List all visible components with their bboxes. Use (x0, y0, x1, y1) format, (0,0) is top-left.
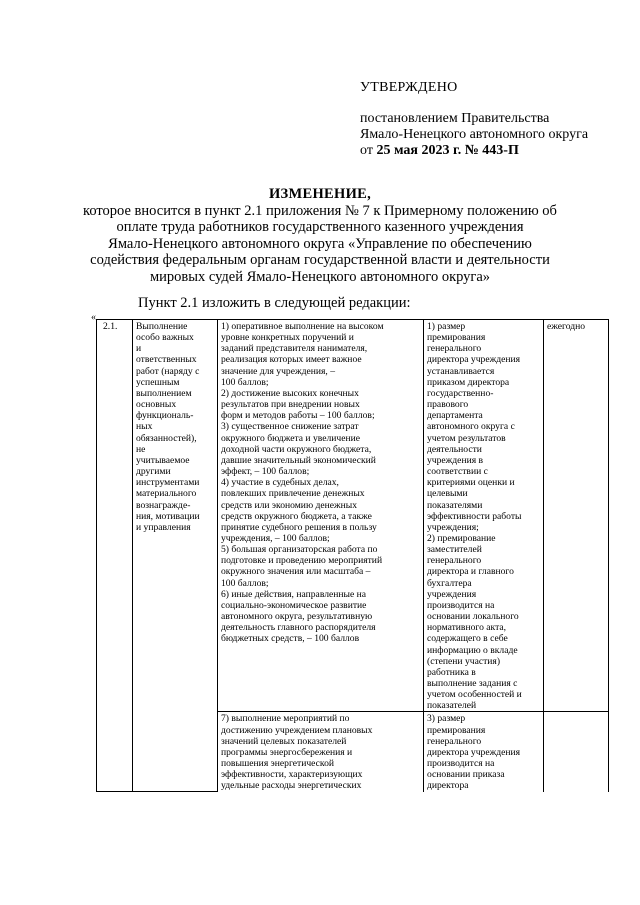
criteria-line: окружного бюджета и увеличение (221, 432, 361, 444)
item-number: 2.1. (97, 320, 133, 792)
work-type-line: вознагражде- (136, 499, 191, 511)
document-title (0, 186, 640, 285)
work-type-line: материального (136, 488, 197, 500)
criteria-line: давшие значительный экономический (221, 454, 376, 466)
bonus-table (96, 319, 609, 792)
approval-line-2: Ямало-Ненецкого автономного округа (360, 127, 589, 142)
procedure-line: производится на (427, 758, 495, 770)
work-type-line: выполнением (136, 387, 192, 399)
procedure-line: бухгалтера (427, 577, 472, 589)
criteria-line: 100 баллов; (221, 376, 269, 388)
criteria-text-2 (221, 713, 421, 791)
frequency-cell (544, 320, 609, 712)
procedure-line: генерального (427, 555, 482, 567)
work-type-cell (133, 320, 218, 792)
criteria-line: реализация которых имеет важное (221, 354, 362, 366)
criteria-line: деятельность главного распорядителя (221, 622, 376, 634)
approved-label: УТВЕРЖДЕНО (360, 80, 458, 95)
criteria-line: окружного значения или масштаба – (221, 566, 371, 578)
procedure-line: приказом директора (427, 376, 510, 388)
criteria-line: достижению учреждением плановых (221, 724, 373, 736)
procedure-text-2 (427, 713, 541, 791)
criteria-line: доходной части окружного бюджета, (221, 443, 372, 455)
criteria-line: социально-экономическое развитие (221, 599, 367, 611)
procedure-text (427, 321, 541, 711)
procedure-line: премирования (427, 332, 486, 344)
procedure-line: соответствии с (427, 466, 488, 478)
work-type-line: особо важных (136, 332, 194, 344)
procedure-line: заместителей (427, 544, 482, 556)
procedure-line: целевыми (427, 488, 468, 500)
criteria-line: эффект, – 100 баллов; (221, 466, 310, 478)
criteria-line: учреждения, – 100 баллов; (221, 532, 330, 544)
criteria-line: 100 баллов; (221, 577, 269, 589)
procedure-line: директора (427, 780, 469, 792)
procedure-line: генерального (427, 735, 482, 747)
procedure-line: эффективности работы (427, 510, 522, 522)
procedure-line: премирования (427, 724, 486, 736)
title-line: оплате труда работников государственного казенного учреждения (116, 219, 524, 235)
procedure-line: 1) размер (427, 321, 466, 332)
criteria-line: программы энергосбережения и (221, 746, 353, 758)
criteria-line: форм и методов работы – 100 баллов; (221, 410, 375, 422)
procedure-line: устанавливается (427, 365, 495, 377)
approval-date-line (360, 143, 588, 159)
criteria-line: эффективности, характеризующих (221, 769, 363, 781)
work-type-text (136, 321, 215, 533)
work-type-line: успешным (136, 376, 180, 388)
criteria-line: уровне конкретных поручений и (221, 332, 354, 344)
procedure-line: учреждения (427, 588, 477, 600)
criteria-text (221, 321, 421, 645)
work-type-line: другими (136, 466, 171, 478)
approval-date-prefix: от (360, 143, 373, 158)
criteria-line: средств окружного бюджета, а также (221, 510, 372, 522)
criteria-line: результатов при внедрении новых (221, 399, 360, 411)
work-type-line: ных (136, 421, 153, 433)
procedure-line: генерального (427, 343, 482, 355)
procedure-line: основании приказа (427, 769, 505, 781)
criteria-line: 1) оперативное выполнение на высоком (221, 321, 384, 332)
criteria-line: повышения энергетической (221, 758, 335, 770)
criteria-line: 7) выполнение мероприятий по (221, 713, 350, 725)
work-type-line: основных (136, 399, 177, 411)
criteria-line: принятие судебного решения в пользу (221, 521, 377, 533)
frequency-cell-2 (544, 712, 609, 792)
criteria-line: 6) иные действия, направленные на (221, 588, 367, 600)
procedure-line: директора учреждения (427, 746, 521, 758)
approval-line-1: постановлением Правительства (360, 111, 550, 126)
procedure-line: содержащего в себе (427, 633, 508, 645)
criteria-line: 5) большая организаторская работа по (221, 544, 378, 556)
criteria-line: заданий представителя нанимателя, (221, 343, 368, 355)
criteria-cell (218, 320, 424, 712)
procedure-line: выполнение задания с (427, 678, 518, 689)
criteria-line: бюджетных средств, – 100 баллов (221, 633, 360, 645)
procedure-line: учетом особенностей и (427, 689, 522, 701)
procedure-line: производится на (427, 599, 495, 611)
procedure-line: 2) премирование (427, 532, 496, 544)
criteria-line: повлекших привлечение денежных (221, 488, 365, 500)
title-text (0, 203, 640, 286)
criteria-line: удельные расходы энергетических (221, 780, 362, 792)
work-type-line: ния, мотивации (136, 510, 200, 522)
criteria-line: средств или экономию денежных (221, 499, 358, 511)
criteria-line: подготовке и проведению мероприятий (221, 555, 383, 567)
procedure-line: (степени участия) (427, 655, 501, 667)
procedure-line: деятельности (427, 443, 482, 455)
title-line: Ямало-Ненецкого автономного округа «Управление по обеспечению (108, 235, 532, 252)
work-type-line: работ (наряду с (136, 365, 200, 377)
title-line: содействия федеральным органам государственной власти и деятельности (90, 252, 550, 268)
open-quote: « (91, 312, 96, 323)
title-heading: ИЗМЕНЕНИЕ, (268, 186, 372, 202)
work-type-line: функциональ- (136, 410, 194, 422)
criteria-cell-2 (218, 712, 424, 792)
procedure-line: автономного округа с (427, 421, 515, 433)
title-line: которое вносится в пункт 2.1 приложения № 7 к Примерному положению об (83, 202, 557, 219)
procedure-line: государственно- (427, 387, 494, 399)
criteria-line: автономного округа, результативную (221, 611, 373, 623)
procedure-cell (424, 320, 544, 712)
procedure-line: критериями оценки и (427, 477, 515, 489)
work-type-line: инструментами (136, 477, 200, 489)
table-row (97, 320, 609, 712)
procedure-cell-2 (424, 712, 544, 792)
procedure-line: учетом результатов (427, 432, 506, 444)
work-type-line: не (136, 443, 146, 455)
procedure-line: информацию о вкладе (427, 644, 518, 656)
procedure-line: 3) размер (427, 713, 466, 725)
work-type-line: и (136, 343, 142, 355)
criteria-line: значение для учреждения, – (221, 365, 336, 377)
criteria-line: значений целевых показателей (221, 735, 347, 747)
procedure-line: учреждения в (427, 454, 484, 466)
criteria-line: 2) достижение высоких конечных (221, 387, 359, 399)
procedure-line: правового (427, 399, 469, 411)
work-type-line: ответственных (136, 354, 197, 366)
procedure-line: директора учреждения (427, 354, 521, 366)
procedure-line: учреждения; (427, 521, 479, 533)
work-type-line: и управления (136, 521, 191, 533)
procedure-line: основании локального (427, 611, 519, 623)
approval-block (360, 80, 588, 159)
procedure-line: работника в (427, 666, 476, 678)
title-line: мировых судей Ямало-Ненецкого автономного округа» (149, 268, 491, 285)
intro-text: Пункт 2.1 изложить в следующей редакции: (138, 295, 411, 311)
procedure-line: директора и главного (427, 566, 514, 578)
procedure-line: показателей (427, 700, 477, 712)
procedure-line: департамента (427, 410, 483, 422)
approval-date: 25 мая 2023 г. № 443-П (376, 143, 519, 158)
frequency-text: ежегодно (547, 321, 586, 332)
criteria-line: 4) участие в судебных делах, (221, 477, 339, 489)
work-type-line: учитываемое (136, 454, 190, 466)
procedure-line: показателями (427, 499, 483, 511)
procedure-line: нормативного акта, (427, 622, 507, 634)
criteria-line: 3) существенное снижение затрат (221, 421, 359, 433)
work-type-line: Выполнение (136, 321, 188, 332)
work-type-line: обязанностей), (136, 432, 197, 444)
